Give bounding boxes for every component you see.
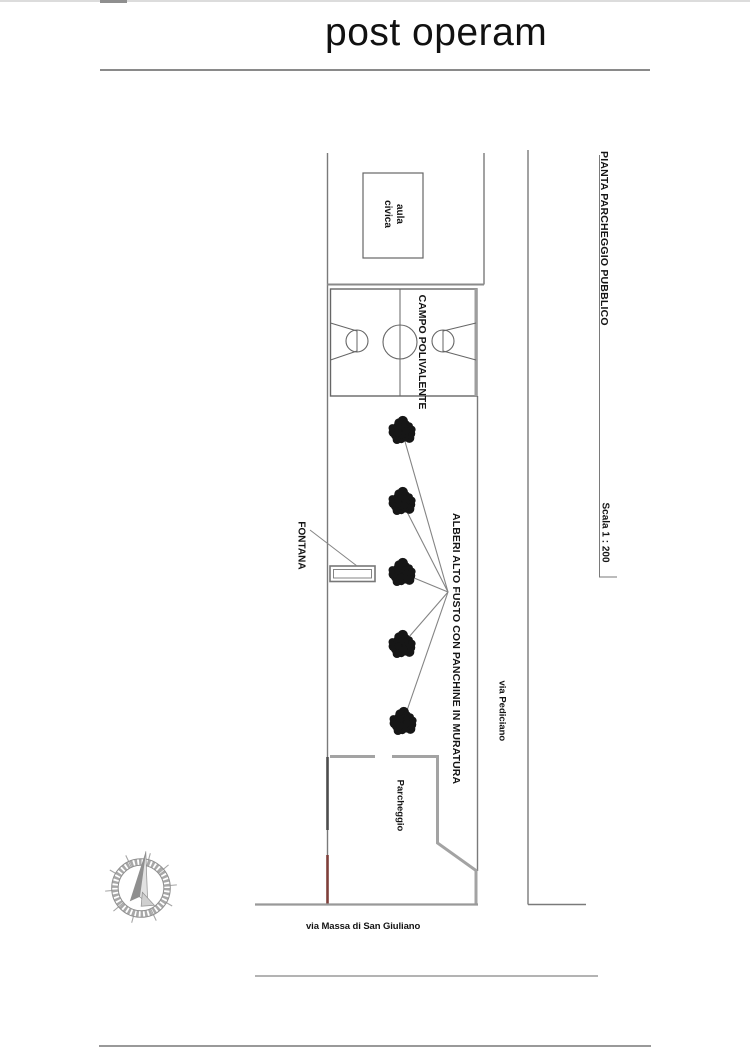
fountain <box>330 566 375 582</box>
trees <box>389 416 417 735</box>
footer-rule <box>99 1045 651 1047</box>
label-via-pediciano: via Pediciano <box>496 680 508 742</box>
label-alberi-alto-fusto: ALBERI ALTO FUSTO CON PANCHINE IN MURATURA <box>450 513 462 785</box>
label-parcheggio: Parcheggio <box>394 779 406 832</box>
wall-red-segment <box>326 855 329 905</box>
label-aula-line2: civica <box>382 200 393 228</box>
tree <box>390 707 417 735</box>
tree <box>389 416 416 444</box>
label-scala: Scala 1 : 200 <box>599 502 611 563</box>
boundary-lines <box>328 150 618 905</box>
label-via-massa-di-san-giuliano: via Massa di San Giuliano <box>306 921 421 932</box>
tree <box>389 558 416 586</box>
label-aula-civica <box>381 192 405 236</box>
campo-polivalente-court <box>327 285 484 397</box>
label-fontana: FONTANA <box>295 521 307 570</box>
north-compass <box>105 850 177 923</box>
label-aula-line1: aula <box>394 203 405 224</box>
tree <box>389 487 416 515</box>
label-campo-polivalente: CAMPO POLIVALENTE <box>416 294 428 410</box>
compass-needle-icon <box>129 850 162 908</box>
fountain-leader-line <box>310 530 357 566</box>
wall-dark-segment <box>326 757 329 830</box>
page-title: post operam <box>325 11 548 54</box>
label-pianta-parcheggio-pubblico: PIANTA PARCHEGGIO PUBBLICO <box>598 151 610 326</box>
